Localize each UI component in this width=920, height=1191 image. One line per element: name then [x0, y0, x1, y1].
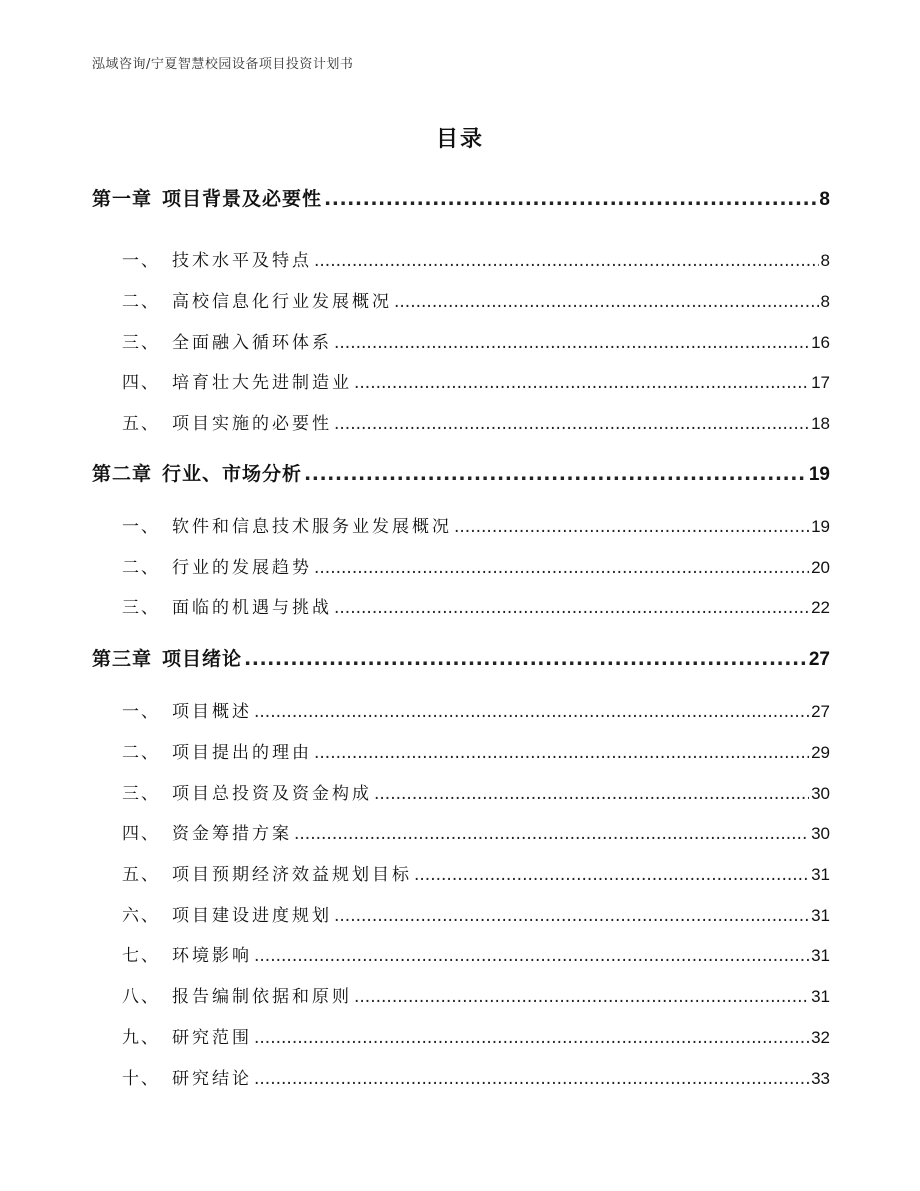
dot-leader: [354, 987, 809, 1007]
page-number: 8: [820, 251, 830, 270]
toc-section-3-9[interactable]: [122, 1023, 830, 1051]
dot-leader: [304, 463, 807, 485]
section-title: 面临的机遇与挑战: [172, 598, 332, 618]
page-number: 33: [811, 1069, 830, 1088]
page-number: 31: [811, 987, 830, 1006]
section-number: 十、: [122, 1069, 160, 1089]
section-number: 三、: [122, 598, 160, 618]
toc-section-3-4[interactable]: [122, 819, 830, 847]
section-title: 项目提出的理由: [172, 743, 312, 763]
section-number: 一、: [122, 702, 160, 722]
chapter-title: 项目背景及必要性: [162, 188, 323, 210]
section-number: 五、: [122, 865, 160, 885]
dot-leader: [334, 598, 809, 618]
section-number: 三、: [122, 333, 160, 353]
page-number: 22: [811, 598, 830, 617]
page-number: 8: [820, 292, 830, 311]
section-title: 软件和信息技术服务业发展概况: [172, 517, 452, 537]
section-number: 四、: [122, 373, 160, 393]
toc-section-3-3[interactable]: [122, 779, 830, 807]
toc-section-3-10[interactable]: [122, 1064, 830, 1092]
page-number: 18: [811, 414, 830, 433]
section-number: 一、: [122, 251, 160, 271]
chapter-number: 第二章: [92, 463, 153, 485]
dot-leader: [334, 906, 809, 926]
section-number: 九、: [122, 1028, 160, 1048]
dot-leader: [324, 188, 817, 210]
section-number: 六、: [122, 906, 160, 926]
section-number: 四、: [122, 824, 160, 844]
toc-section-1-5[interactable]: [122, 409, 830, 437]
section-number: 二、: [122, 743, 160, 763]
toc-chapter-1[interactable]: [92, 184, 830, 212]
section-number: 五、: [122, 414, 160, 434]
chapter-title: 行业、市场分析: [162, 463, 303, 485]
page-number: 8: [819, 189, 830, 210]
toc-chapter-2[interactable]: [92, 459, 830, 487]
dot-leader: [254, 1028, 809, 1048]
toc-chapter-3[interactable]: [92, 644, 830, 672]
toc-section-1-1[interactable]: [122, 246, 830, 274]
toc-section-3-5[interactable]: [122, 860, 830, 888]
section-title: 资金筹措方案: [172, 824, 292, 844]
dot-leader: [254, 702, 809, 722]
section-title: 高校信息化行业发展概况: [172, 292, 392, 312]
section-title: 环境影响: [172, 946, 252, 966]
toc-section-3-1[interactable]: [122, 697, 830, 725]
page-number: 31: [811, 946, 830, 965]
page-number: 16: [811, 333, 830, 352]
page-header: 泓域咨询/宁夏智慧校园设备项目投资计划书: [92, 57, 354, 72]
section-number: 八、: [122, 987, 160, 1007]
toc-section-1-2[interactable]: [122, 287, 830, 315]
dot-leader: [254, 1069, 809, 1089]
section-number: 二、: [122, 558, 160, 578]
chapter-number: 第一章: [92, 188, 153, 210]
dot-leader: [414, 865, 809, 885]
section-title: 项目概述: [172, 702, 252, 722]
dot-leader: [244, 648, 807, 670]
page-number: 17: [811, 373, 830, 392]
section-number: 七、: [122, 946, 160, 966]
page-number: 20: [811, 558, 830, 577]
page-number: 32: [811, 1028, 830, 1047]
dot-leader: [454, 517, 809, 537]
toc-title: 目录: [435, 127, 484, 152]
page-number: 19: [808, 464, 830, 485]
section-title: 项目总投资及资金构成: [172, 784, 372, 804]
section-title: 行业的发展趋势: [172, 558, 312, 578]
section-number: 一、: [122, 517, 160, 537]
page-number: 31: [811, 906, 830, 925]
section-title: 研究范围: [172, 1028, 252, 1048]
dot-leader: [294, 824, 809, 844]
section-title: 报告编制依据和原则: [172, 987, 352, 1007]
page-number: 27: [808, 649, 830, 670]
toc-section-3-6[interactable]: [122, 901, 830, 929]
section-title: 全面融入循环体系: [172, 333, 332, 353]
chapter-title: 项目绪论: [162, 648, 243, 670]
section-number: 二、: [122, 292, 160, 312]
dot-leader: [334, 414, 809, 434]
dot-leader: [354, 373, 809, 393]
page-number: 30: [811, 784, 830, 803]
dot-leader: [254, 946, 809, 966]
section-title: 技术水平及特点: [172, 251, 312, 271]
section-title: 培育壮大先进制造业: [172, 373, 352, 393]
page-number: 27: [811, 702, 830, 721]
page-number: 31: [811, 865, 830, 884]
section-number: 三、: [122, 784, 160, 804]
dot-leader: [314, 251, 819, 271]
toc-section-3-7[interactable]: [122, 941, 830, 969]
dot-leader: [394, 292, 819, 312]
section-title: 研究结论: [172, 1069, 252, 1089]
toc-section-3-2[interactable]: [122, 738, 830, 766]
toc-section-1-3[interactable]: [122, 328, 830, 356]
toc-section-2-1[interactable]: [122, 512, 830, 540]
toc-section-1-4[interactable]: [122, 368, 830, 396]
page-number: 19: [811, 517, 830, 536]
dot-leader: [374, 784, 809, 804]
toc-section-2-2[interactable]: [122, 553, 830, 581]
dot-leader: [314, 743, 809, 763]
section-title: 项目建设进度规划: [172, 906, 332, 926]
dot-leader: [314, 558, 809, 578]
toc-section-3-8[interactable]: [122, 982, 830, 1010]
toc-section-2-3[interactable]: [122, 593, 830, 621]
page-number: 29: [811, 743, 830, 762]
section-title: 项目预期经济效益规划目标: [172, 865, 412, 885]
chapter-number: 第三章: [92, 648, 153, 670]
dot-leader: [334, 333, 809, 353]
section-title: 项目实施的必要性: [172, 414, 332, 434]
page-number: 30: [811, 824, 830, 843]
